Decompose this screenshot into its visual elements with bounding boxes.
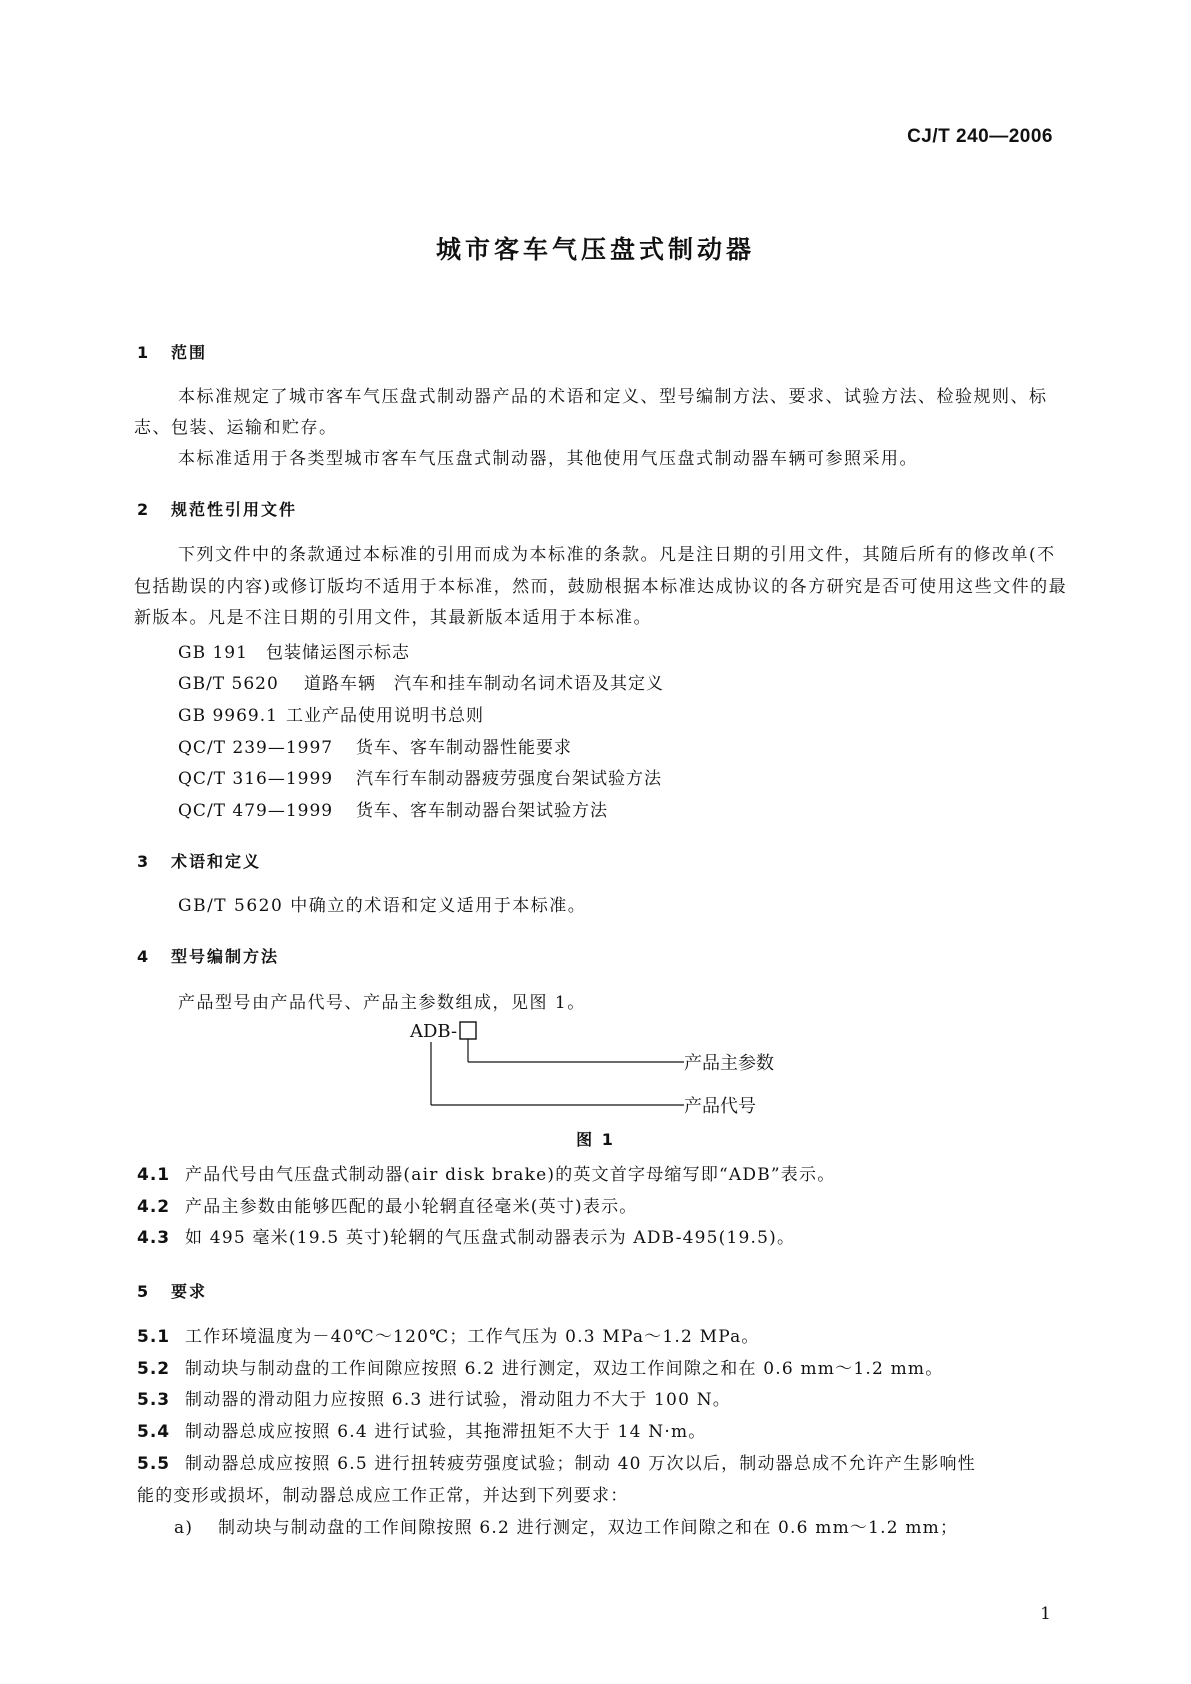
clause-5-2: [137, 1354, 943, 1379]
clause-5-5: [137, 1449, 976, 1474]
clause-number: 4.3: [137, 1228, 171, 1248]
section-2-heading: [137, 497, 297, 520]
reference-item: [178, 796, 608, 821]
clause-number: 5.3: [137, 1390, 171, 1410]
clause-text: 制动器总成应按照 6.4 进行试验，其拖滞扭矩不大于 14 N·m。: [185, 1422, 707, 1442]
clause-text: 产品主参数由能够匹配的最小轮辋直径毫米(英寸)表示。: [185, 1197, 638, 1217]
clause-5-5-continuation: 能的变形或损坏，制动器总成应工作正常，并达到下列要求：: [137, 1486, 629, 1506]
clause-4-1: [137, 1160, 835, 1185]
section-4-paragraph-1: 产品型号由产品代号、产品主参数组成，见图 1。: [178, 993, 586, 1013]
section-title: 范围: [171, 343, 208, 362]
figure-caption: 图 1: [576, 1130, 615, 1149]
reference-item: [178, 733, 572, 758]
reference-title: 汽车行车制动器疲劳强度台架试验方法: [356, 769, 662, 789]
section-1-paragraph-1: 本标准规定了城市客车气压盘式制动器产品的术语和定义、型号编制方法、要求、试验方法、检验规则、标志、包装、运输和贮存。: [134, 387, 1048, 438]
section-number: 1: [137, 343, 149, 362]
list-item-label: a): [174, 1518, 194, 1538]
section-3-heading: [137, 849, 261, 872]
reference-code: GB 191: [178, 643, 248, 663]
parameter-placeholder-box: [460, 1022, 476, 1039]
parameter-label: 产品主参数: [684, 1053, 774, 1074]
standard-number: CJ/T 240—2006: [907, 126, 1053, 147]
clause-number: 5.1: [137, 1327, 171, 1347]
section-number: 4: [137, 947, 149, 966]
reference-item: [178, 638, 410, 663]
clause-4-3: [137, 1223, 795, 1248]
clause-text: 工作环境温度为－40℃～120℃；工作气压为 0.3 MPa～1.2 MPa。: [185, 1327, 760, 1347]
clause-text: 制动器的滑动阻力应按照 6.3 进行试验，滑动阻力不大于 100 N。: [185, 1390, 731, 1410]
reference-item: [178, 669, 664, 694]
reference-title: 货车、客车制动器性能要求: [356, 738, 572, 758]
clause-number: 5.2: [137, 1359, 171, 1379]
reference-code: GB/T 5620: [178, 674, 279, 694]
clause-text: 如 495 毫米(19.5 英寸)轮辋的气压盘式制动器表示为 ADB-495(19.5)。: [185, 1228, 796, 1248]
section-1-heading: [137, 340, 207, 363]
reference-code: QC/T 316—1999: [178, 769, 334, 789]
clause-text: 制动块与制动盘的工作间隙应按照 6.2 进行测定，双边工作间隙之和在 0.6 mm～1.2 mm。: [185, 1359, 944, 1379]
reference-code: QC/T 239—1997: [178, 738, 334, 758]
document-title: 城市客车气压盘式制动器: [435, 235, 755, 264]
clause-5-1: [137, 1322, 760, 1347]
reference-code: GB 9969.1: [178, 706, 278, 726]
section-5-heading: [137, 1279, 207, 1302]
clause-number: 5.5: [137, 1454, 171, 1474]
page-number: 1: [1040, 1604, 1051, 1624]
reference-item: [178, 764, 662, 789]
clause-5-3: [137, 1385, 731, 1410]
clause-text: 产品代号由气压盘式制动器(air disk brake)的英文首字母缩写即“ADB”表示。: [185, 1165, 836, 1185]
section-title: 规范性引用文件: [171, 500, 298, 519]
section-title: 术语和定义: [171, 852, 262, 871]
clause-number: 4.1: [137, 1165, 171, 1185]
section-title: 要求: [171, 1282, 208, 1301]
clause-4-2: [137, 1192, 637, 1217]
reference-title: 工业产品使用说明书总则: [286, 706, 484, 726]
section-4-heading: [137, 944, 279, 967]
model-code-diagram: [400, 1015, 820, 1127]
clause-number: 5.4: [137, 1422, 171, 1442]
reference-code: QC/T 479—1999: [178, 801, 334, 821]
section-3-paragraph-1: GB/T 5620 中确立的术语和定义适用于本标准。: [178, 896, 587, 916]
code-label: 产品代号: [684, 1096, 756, 1117]
section-title: 型号编制方法: [171, 947, 280, 966]
section-2-paragraph-1: 下列文件中的条款通过本标准的引用而成为本标准的条款。凡是注日期的引用文件，其随后所有的修改单(不包括勘误的内容)或修订版均不适用于本标准，然而，鼓励根据本标准达成协议的各方研究是否可使用这些文件的最新版本。凡是不注日期的引用文件，其最新版本适用于本标准。: [134, 545, 1068, 628]
reference-title: 货车、客车制动器台架试验方法: [356, 801, 608, 821]
clause-text: 制动器总成应按照 6.5 进行扭转疲劳强度试验；制动 40 万次以后，制动器总成不允许产生影响性: [185, 1454, 976, 1474]
section-1-paragraph-2: 本标准适用于各类型城市客车气压盘式制动器，其他使用气压盘式制动器车辆可参照采用。: [178, 449, 918, 469]
reference-title: 包装储运图示标志: [266, 643, 410, 663]
reference-item: [178, 701, 484, 726]
model-prefix-text: ADB-: [410, 1021, 458, 1042]
section-number: 5: [137, 1282, 149, 1301]
section-number: 3: [137, 852, 149, 871]
list-item-text: 制动块与制动盘的工作间隙按照 6.2 进行测定，双边工作间隙之和在 0.6 mm～1.2 mm；: [218, 1518, 959, 1538]
list-item-a: [174, 1513, 958, 1538]
clause-5-4: [137, 1417, 706, 1442]
clause-number: 4.2: [137, 1197, 171, 1217]
reference-title: 道路车辆 汽车和挂车制动名词术语及其定义: [304, 674, 664, 694]
section-number: 2: [137, 500, 149, 519]
